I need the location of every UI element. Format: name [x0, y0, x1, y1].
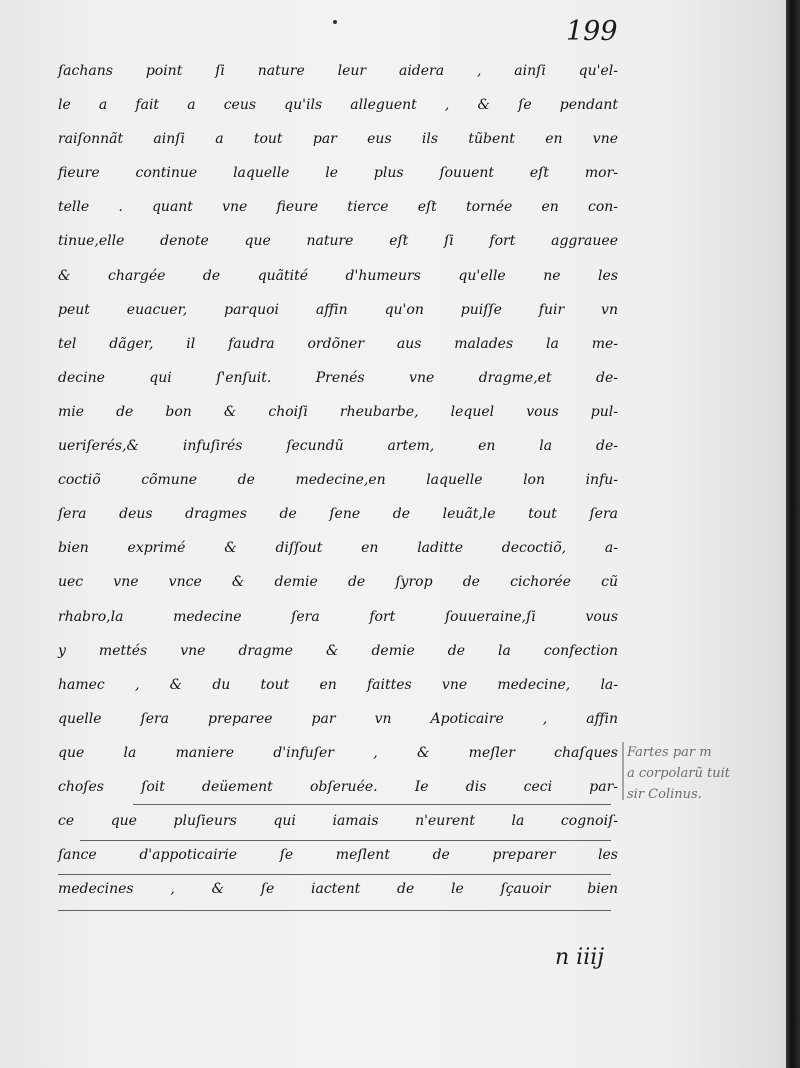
- text-line: ſera deus dragmes de ſene de leuãt,le tout ſera: [58, 506, 618, 523]
- text-line: ueriſerés,& infuſirés ſecundũ artem, en la de-: [58, 438, 618, 455]
- margin-note-line: Fartes par m: [627, 745, 712, 760]
- text-line: tinue,elle denote que nature eſt ſi fort aggrauee: [58, 233, 618, 250]
- margin-note: [627, 742, 787, 805]
- page-number: 199: [566, 16, 618, 47]
- text-line: hamec , & du tout en faittes vne medecine, la-: [58, 676, 618, 693]
- text-line: que la maniere d'infuſer , & meſler chaſques: [58, 744, 618, 761]
- signature-mark: n iiij: [555, 945, 605, 970]
- margin-note-line: sir Colinus.: [627, 787, 702, 802]
- text-line: medecines , & ſe iactent de le ſçauoir bien: [58, 881, 618, 898]
- text-line: peut euacuer, parquoi affin qu'on puiſſe fuir vn: [58, 301, 618, 318]
- text-line: decine qui ſ'enſuit. Prenés vne dragme,et de-: [58, 369, 618, 386]
- book-gutter: [786, 0, 800, 1068]
- text-line: y mettés vne dragme & demie de la confection: [58, 642, 618, 659]
- text-line: coctiõ cõmune de medecine,en laquelle lon infu-: [58, 472, 618, 489]
- text-line: le a fait a ceus qu'ils alleguent , & ſe pendant: [58, 97, 618, 114]
- text-line: raiſonnãt ainſi a tout par eus ils tũbent en vne: [58, 131, 618, 148]
- text-line: rhabro,la medecine ſera fort ſouueraine,ſi vous: [58, 608, 618, 625]
- text-line: fieure continue laquelle le plus ſouuent eſt mor-: [58, 165, 618, 182]
- underline-2: [80, 840, 611, 841]
- underline-3: [58, 874, 611, 875]
- text-line: bien exprimé & diſſout en laditte decoctiõ, a-: [58, 540, 618, 557]
- text-line: mie de bon & choiſi rheubarbe, lequel vous pul-: [58, 403, 618, 420]
- text-line: uec vne vnce & demie de ſyrop de cichorée cũ: [58, 574, 618, 591]
- text-line: ſance d'appoticairie ſe meſlent de preparer les: [58, 847, 618, 864]
- text-line: & chargée de quãtité d'humeurs qu'elle ne les: [58, 267, 618, 284]
- margin-note-line: a corpolarũ tuit: [627, 766, 730, 781]
- text-line: choſes ſoit deüement obſeruée. Ie dis ceci par-: [58, 778, 618, 795]
- underline-1: [133, 804, 611, 805]
- margin-note-bracket: [622, 742, 624, 800]
- text-line: ſachans point ſi nature leur aidera , ainſi qu'el-: [58, 63, 618, 79]
- text-line: ce que pluſieurs qui iamais n'eurent la cognoiſ-: [58, 813, 618, 830]
- ink-speck: [333, 20, 337, 24]
- text-line: tel dãger, il faudra ordõner aus malades la me-: [58, 335, 618, 352]
- underline-4: [58, 910, 611, 911]
- body-text: [58, 54, 618, 906]
- text-line: telle . quant vne fieure tierce eſt tornée en con-: [58, 199, 618, 216]
- text-line: quelle ſera preparee par vn Apoticaire , affin: [58, 710, 618, 727]
